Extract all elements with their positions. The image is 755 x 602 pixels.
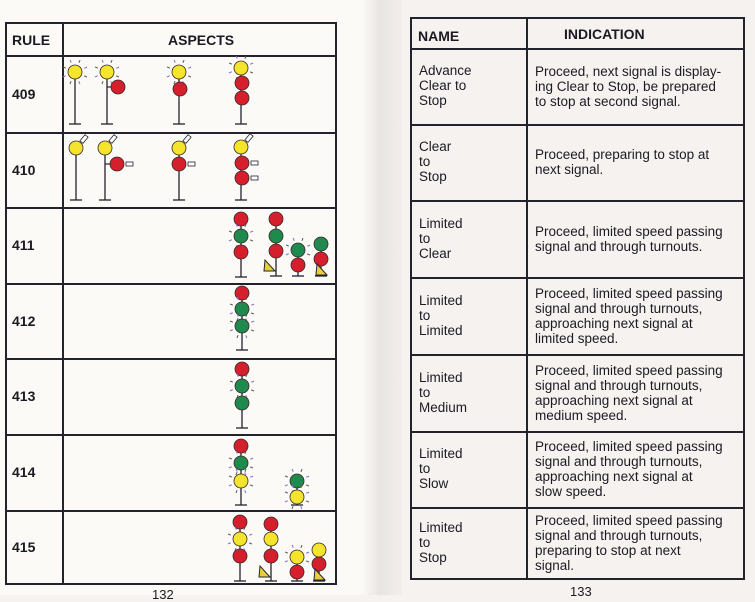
flash-ray-icon xyxy=(102,81,103,84)
flash-ray-icon xyxy=(70,60,71,63)
dwarf-signal xyxy=(285,469,309,509)
flash-ray-icon xyxy=(250,63,253,64)
rule-number: 412 xyxy=(12,312,36,329)
flash-ray-icon xyxy=(229,240,232,241)
green-lamp-icon xyxy=(235,319,249,333)
number-plate-icon xyxy=(264,260,275,271)
flash-ray-icon xyxy=(251,390,254,391)
green-lamp-icon xyxy=(269,229,283,243)
aspect-name-line: Clear xyxy=(419,245,452,261)
marker-plate-icon xyxy=(188,162,195,166)
red-lamp-icon xyxy=(235,91,249,105)
flash-ray-icon xyxy=(292,469,293,472)
flash-ray-icon xyxy=(306,561,309,562)
aspect-name-line: Limited xyxy=(419,215,463,231)
red-lamp-icon xyxy=(269,212,283,226)
yellow-lamp-icon xyxy=(264,532,278,546)
high-signal xyxy=(234,134,258,200)
high-signal xyxy=(259,517,278,581)
flash-ray-icon xyxy=(301,469,302,472)
flash-ray-icon xyxy=(245,472,246,475)
red-lamp-icon xyxy=(111,80,125,94)
flash-ray-icon xyxy=(307,245,310,246)
right-page-number: 133 xyxy=(570,584,592,599)
indication-line: ing Clear to Stop, be prepared xyxy=(535,78,716,94)
flash-ray-icon xyxy=(95,67,98,68)
high-signal xyxy=(229,56,253,124)
aspect-name-line: Limited xyxy=(419,292,463,308)
aspect-name-line: Stop xyxy=(419,93,447,108)
dwarf-signal xyxy=(314,237,328,276)
number-plate-icon xyxy=(259,566,270,577)
green-lamp-icon xyxy=(314,237,328,251)
red-lamp-icon xyxy=(235,171,249,185)
red-lamp-icon xyxy=(291,258,305,272)
flash-ray-icon xyxy=(285,485,288,486)
flash-ray-icon xyxy=(245,490,246,493)
left-page-number: 132 xyxy=(152,587,174,602)
aspect-name-line: Clear to xyxy=(419,78,467,93)
aspect-name-line: Medium xyxy=(419,399,468,415)
yellow-lamp-icon xyxy=(100,65,114,79)
rule-number: 410 xyxy=(12,161,36,178)
indication-line: approaching next signal at xyxy=(535,315,693,331)
red-lamp-icon xyxy=(264,549,278,563)
flash-ray-icon xyxy=(230,321,233,322)
indication-line: next signal. xyxy=(535,162,604,177)
flash-ray-icon xyxy=(230,390,233,391)
indication-line: signal and through turnouts, xyxy=(535,377,703,393)
flash-ray-icon xyxy=(306,552,309,553)
green-lamp-icon xyxy=(235,302,249,316)
marker-plate-icon xyxy=(80,135,88,144)
yellow-lamp-icon xyxy=(69,141,83,155)
indication-line: signal and through turnouts, xyxy=(535,300,703,316)
flash-ray-icon xyxy=(250,467,253,468)
red-lamp-icon xyxy=(264,517,278,531)
flash-ray-icon xyxy=(249,543,252,544)
indication-line: slow speed. xyxy=(535,484,607,499)
yellow-lamp-icon xyxy=(172,141,186,155)
flash-ray-icon xyxy=(230,330,233,331)
flash-ray-icon xyxy=(292,506,293,509)
aspect-name-line: Advance xyxy=(419,63,472,78)
flash-ray-icon xyxy=(230,381,233,382)
flash-ray-icon xyxy=(250,476,253,477)
aspect-name-line: Clear xyxy=(419,139,452,154)
yellow-lamp-icon xyxy=(172,65,186,79)
aspect-name-line: Stop xyxy=(419,549,447,565)
red-lamp-icon xyxy=(234,212,248,226)
flash-ray-icon xyxy=(307,254,310,255)
flash-ray-icon xyxy=(84,76,87,77)
red-lamp-icon xyxy=(110,157,124,171)
high-signal xyxy=(167,60,191,124)
yellow-lamp-icon xyxy=(290,550,304,564)
aspect-name-line: to xyxy=(419,461,431,476)
flash-ray-icon xyxy=(293,238,294,241)
yellow-lamp-icon xyxy=(234,61,248,75)
flash-ray-icon xyxy=(236,56,237,59)
flash-ray-icon xyxy=(292,545,293,548)
rule-number: 413 xyxy=(12,388,36,404)
flash-ray-icon xyxy=(79,60,80,63)
aspect-name-line: Stop xyxy=(419,169,447,184)
flash-ray-icon xyxy=(286,245,289,246)
rule-number: 415 xyxy=(12,538,36,555)
indication-line: Proceed, limited speed passing xyxy=(535,512,723,528)
indication-line: signal. xyxy=(535,557,575,573)
rule-number: 414 xyxy=(12,464,36,480)
flash-ray-icon xyxy=(285,552,288,553)
flash-ray-icon xyxy=(229,467,232,468)
green-lamp-icon xyxy=(291,243,305,257)
flash-ray-icon xyxy=(174,81,175,84)
flash-ray-icon xyxy=(229,231,232,232)
aspect-name-line: to xyxy=(419,230,431,246)
dwarf-signal xyxy=(285,545,309,581)
indication-line: approaching next signal at xyxy=(535,469,693,484)
red-lamp-icon xyxy=(235,156,249,170)
red-lamp-icon xyxy=(235,362,249,376)
green-lamp-icon xyxy=(235,379,249,393)
indication-line: to stop at second signal. xyxy=(535,93,681,109)
flash-ray-icon xyxy=(174,60,175,63)
indication-line: preparing to stop at next xyxy=(535,542,681,558)
marker-plate-icon xyxy=(251,176,258,180)
indication-line: Proceed, limited speed passing xyxy=(535,285,723,301)
yellow-lamp-icon xyxy=(312,543,326,557)
dwarf-signal xyxy=(286,238,310,276)
indication-line: Proceed, limited speed passing xyxy=(535,362,723,378)
flash-ray-icon xyxy=(302,238,303,241)
yellow-lamp-icon xyxy=(290,490,304,504)
aspect-name-line: Limited xyxy=(419,519,463,535)
indication-line: signal and through turnouts, xyxy=(535,454,703,469)
flash-ray-icon xyxy=(63,76,66,77)
header-name: NAME xyxy=(418,28,460,44)
green-lamp-icon xyxy=(234,456,248,470)
flash-ray-icon xyxy=(236,490,237,493)
flash-ray-icon xyxy=(63,67,66,68)
flash-ray-icon xyxy=(188,67,191,68)
high-signal xyxy=(229,212,253,277)
flash-ray-icon xyxy=(250,240,253,241)
flash-ray-icon xyxy=(79,81,80,84)
flash-ray-icon xyxy=(228,534,231,535)
flash-ray-icon xyxy=(249,534,252,535)
flash-ray-icon xyxy=(230,304,233,305)
yellow-lamp-icon xyxy=(233,532,247,546)
flash-ray-icon xyxy=(250,231,253,232)
flash-ray-icon xyxy=(236,469,237,472)
red-lamp-icon xyxy=(233,515,247,529)
flash-ray-icon xyxy=(285,476,288,477)
flash-ray-icon xyxy=(116,67,119,68)
indication-line: signal and through turnouts. xyxy=(535,238,703,254)
indication-line: signal and through turnouts, xyxy=(535,527,703,543)
marker-plate-icon xyxy=(245,134,253,143)
flash-ray-icon xyxy=(285,501,288,502)
green-lamp-icon xyxy=(235,396,249,410)
yellow-lamp-icon xyxy=(234,140,248,154)
aspect-name-line: Limited xyxy=(419,369,463,385)
flash-ray-icon xyxy=(251,321,254,322)
header-aspects: ASPECTS xyxy=(168,32,235,48)
indication-line: medium speed. xyxy=(535,407,628,423)
flash-ray-icon xyxy=(236,472,237,475)
flash-ray-icon xyxy=(167,67,170,68)
red-lamp-icon xyxy=(172,157,186,171)
header-rule: RULE xyxy=(12,32,51,48)
flash-ray-icon xyxy=(286,254,289,255)
marker-plate-icon xyxy=(109,135,117,144)
flash-ray-icon xyxy=(251,381,254,382)
rule-number: 409 xyxy=(12,85,36,102)
flash-ray-icon xyxy=(301,506,302,509)
red-lamp-icon xyxy=(173,82,187,96)
high-signal xyxy=(63,60,87,124)
aspect-name-line: Limited xyxy=(419,322,463,338)
flash-ray-icon xyxy=(228,543,231,544)
green-lamp-icon xyxy=(234,229,248,243)
flash-ray-icon xyxy=(229,458,232,459)
indication-line: Proceed, next signal is display- xyxy=(535,63,722,79)
aspect-name-line: to xyxy=(419,534,431,550)
flash-ray-icon xyxy=(167,76,170,77)
flash-ray-icon xyxy=(229,476,232,477)
flash-ray-icon xyxy=(84,67,87,68)
flash-ray-icon xyxy=(250,72,253,73)
red-lamp-icon xyxy=(312,557,326,571)
flash-ray-icon xyxy=(70,81,71,84)
flash-ray-icon xyxy=(245,469,246,472)
high-signal xyxy=(229,439,253,505)
high-signal xyxy=(69,135,88,200)
aspect-name-line: Limited xyxy=(419,446,463,461)
yellow-lamp-icon xyxy=(68,65,82,79)
flash-ray-icon xyxy=(237,335,238,338)
red-lamp-icon xyxy=(235,76,249,90)
high-signal xyxy=(172,135,195,200)
flash-ray-icon xyxy=(301,545,302,548)
red-lamp-icon xyxy=(314,252,328,266)
aspect-name-line: to xyxy=(419,154,431,169)
high-signal xyxy=(230,286,254,350)
marker-plate-icon xyxy=(251,161,258,165)
indication-line: Proceed, preparing to stop at xyxy=(535,147,710,162)
flash-ray-icon xyxy=(116,76,119,77)
high-signal xyxy=(95,60,125,124)
flash-ray-icon xyxy=(250,458,253,459)
flash-ray-icon xyxy=(250,485,253,486)
flash-ray-icon xyxy=(230,313,233,314)
flash-ray-icon xyxy=(251,304,254,305)
marker-plate-icon xyxy=(183,135,191,144)
flash-ray-icon xyxy=(229,485,232,486)
flash-ray-icon xyxy=(229,72,232,73)
flash-ray-icon xyxy=(306,476,309,477)
indication-line: limited speed. xyxy=(535,330,619,346)
red-lamp-icon xyxy=(290,565,304,579)
indication-line: Proceed, limited speed passing xyxy=(535,439,723,454)
high-signal xyxy=(230,362,254,428)
flash-ray-icon xyxy=(245,56,246,59)
high-signal xyxy=(264,212,283,276)
aspect-name-line: to xyxy=(419,384,431,400)
rule-number: 411 xyxy=(12,237,35,253)
flash-ray-icon xyxy=(95,76,98,77)
yellow-lamp-icon xyxy=(234,474,248,488)
red-lamp-icon xyxy=(234,439,248,453)
flash-ray-icon xyxy=(111,60,112,63)
marker-plate-icon xyxy=(126,162,133,166)
dwarf-signal xyxy=(312,543,326,581)
flash-ray-icon xyxy=(306,492,309,493)
flash-ray-icon xyxy=(102,60,103,63)
aspect-name-line: Slow xyxy=(419,476,449,491)
flash-ray-icon xyxy=(188,76,191,77)
flash-ray-icon xyxy=(285,492,288,493)
high-signal xyxy=(228,515,252,581)
flash-ray-icon xyxy=(246,335,247,338)
red-lamp-icon xyxy=(233,549,247,563)
red-lamp-icon xyxy=(234,245,248,259)
flash-ray-icon xyxy=(183,60,184,63)
header-indication: INDICATION xyxy=(564,26,645,42)
flash-ray-icon xyxy=(306,485,309,486)
aspect-name-line: to xyxy=(419,307,431,323)
yellow-lamp-icon xyxy=(98,141,112,155)
flash-ray-icon xyxy=(229,63,232,64)
flash-ray-icon xyxy=(251,330,254,331)
indication-line: Proceed, limited speed passing xyxy=(535,223,723,239)
flash-ray-icon xyxy=(285,561,288,562)
flash-ray-icon xyxy=(306,501,309,502)
red-lamp-icon xyxy=(269,244,283,258)
indication-line: approaching next signal at xyxy=(535,392,693,408)
flash-ray-icon xyxy=(251,313,254,314)
high-signal xyxy=(98,135,133,200)
